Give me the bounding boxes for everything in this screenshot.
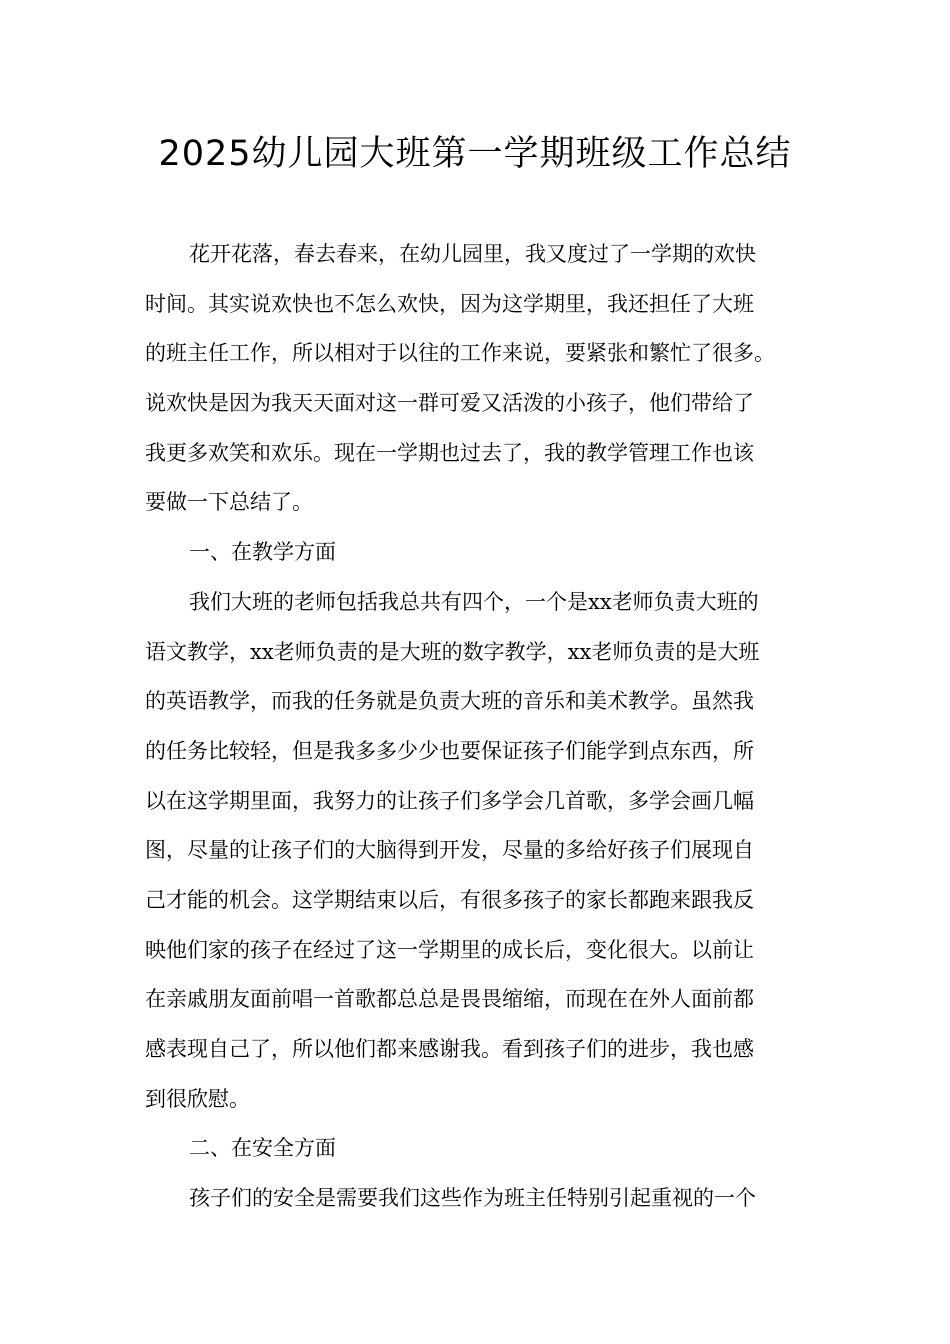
body-line: 语文教学，xx老师负责的是大班的数字教学，xx老师负责的是大班 — [145, 639, 760, 664]
body-line: 映他们家的孩子在经过了这一学期里的成长后，变化很大。以前让 — [145, 937, 754, 962]
body-line: 的英语教学，而我的任务就是负责大班的音乐和美术教学。虽然我 — [145, 689, 754, 714]
body-line: 的班主任工作，所以相对于以往的工作来说，要紧张和繁忙了很多。 — [145, 341, 775, 366]
body-line: 说欢快是因为我天天面对这一群可爱又活泼的小孩子，他们带给了 — [145, 391, 754, 416]
body-line: 的任务比较轻，但是我多多少少也要保证孩子们能学到点东西，所 — [145, 738, 754, 763]
body-line: 花开花落，春去春来，在幼儿园里，我又度过了一学期的欢快 — [189, 242, 756, 266]
body-line: 我们大班的老师包括我总共有四个，一个是xx老师负责大班的 — [189, 589, 759, 614]
body-line: 时间。其实说欢快也不怎么欢快，因为这学期里，我还担任了大班 — [145, 291, 754, 316]
body-line: 到很欣慰。 — [145, 1086, 250, 1111]
body-line: 孩子们的安全是需要我们这些作为班主任特别引起重视的一个 — [189, 1186, 756, 1211]
body-line: 感表现自己了，所以他们都来感谢我。看到孩子们的进步，我也感 — [145, 1037, 754, 1061]
body-line: 我更多欢笑和欢乐。现在一学期也过去了，我的教学管理工作也该 — [145, 440, 754, 465]
body-line: 图，尽量的让孩子们的大脑得到开发，尽量的多给好孩子们展现自 — [145, 838, 754, 863]
body-line: 要做一下总结了。 — [145, 490, 313, 515]
body-line: 以在这学期里面，我努力的让孩子们多学会几首歌，多学会画几幅 — [145, 788, 754, 813]
section-heading-safety: 二、在安全方面 — [189, 1136, 336, 1161]
document-body — [145, 230, 811, 1224]
body-line: 己才能的机会。这学期结束以后，有很多孩子的家长都跑来跟我反 — [145, 887, 754, 912]
section-heading-teaching: 一、在教学方面 — [189, 540, 336, 565]
body-line: 在亲戚朋友面前唱一首歌都总总是畏畏缩缩，而现在在外人面前都 — [145, 987, 754, 1012]
document-title: 2025幼儿园大班第一学期班级工作总结 — [158, 134, 792, 174]
